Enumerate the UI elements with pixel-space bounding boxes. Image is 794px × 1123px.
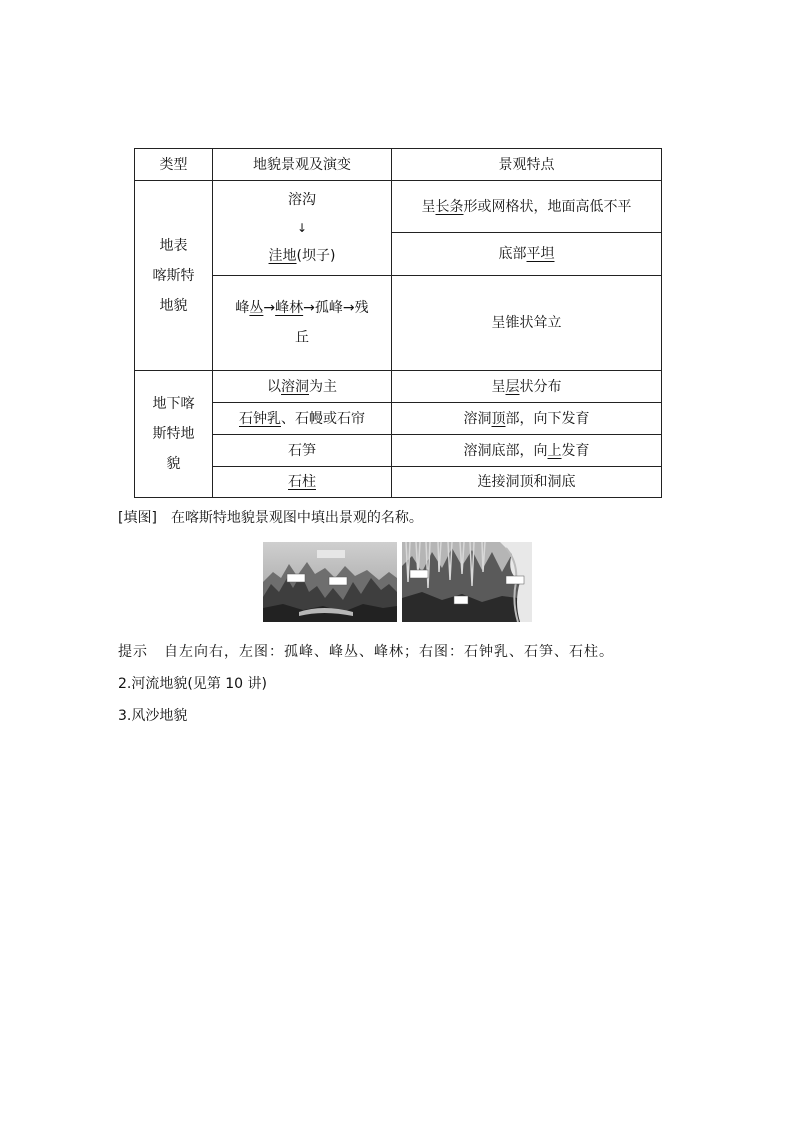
category-line: 地表 [159, 237, 188, 254]
underlined-text: 长条 [435, 198, 464, 215]
text: 呈 [421, 198, 436, 215]
feature-strip-shape [392, 181, 662, 233]
underlined-text: 石钟乳 [239, 410, 281, 427]
category-underground-karst [135, 371, 213, 498]
text: 为主 [309, 378, 337, 395]
header-evolution: 地貌景观及演变 [213, 149, 392, 181]
feature-connect: 连接洞顶和洞底 [392, 467, 662, 498]
evolution-bottom-underlined: 洼地 [268, 248, 297, 264]
underlined-text: 层 [505, 378, 520, 395]
karst-cave-photo [402, 542, 532, 622]
text: 底部 [498, 246, 527, 262]
category-surface-karst [135, 181, 213, 371]
feature-cone-shape: 呈锥状耸立 [392, 276, 662, 371]
category-line: 地下喀 [152, 396, 195, 412]
underlined-text: 丛 [249, 300, 264, 316]
text: 形或网格状，地面高低不平 [463, 198, 632, 215]
category-line: 地貌 [159, 297, 188, 314]
fill-task-tag: [填图] [118, 510, 157, 526]
text: 峰 [235, 300, 250, 316]
text: 丘 [295, 330, 309, 346]
down-arrow-icon: ↓ [296, 221, 308, 235]
text: 状分布 [519, 378, 562, 395]
text: 以 [267, 378, 281, 395]
text: 、石幔或石帘 [281, 410, 365, 427]
evolution-groove-to-depression [213, 181, 392, 276]
header-type: 类型 [135, 149, 213, 181]
underlined-text: 顶 [491, 410, 506, 427]
underlined-text: 溶洞 [281, 378, 309, 395]
feature-top-down [392, 403, 662, 435]
evolution-bottom-rest: (坝子) [296, 248, 336, 264]
header-features: 景观特点 [392, 149, 662, 181]
fill-task-line [118, 507, 423, 527]
category-line: 斯特地 [152, 426, 195, 442]
karst-table [134, 148, 662, 498]
underlined-text: 石柱 [288, 474, 316, 490]
evolution-top: 溶沟 [288, 192, 316, 208]
feature-flat-bottom [392, 233, 662, 276]
right-arrow-icon: → [263, 300, 276, 316]
section-aeolian-landforms: 3.风沙地貌 [118, 708, 188, 724]
hint-tag: 提示 [118, 644, 148, 660]
feature-bottom-up [392, 435, 662, 467]
evolution-cave [213, 371, 392, 403]
text: 溶洞底部，向 [463, 442, 548, 459]
feature-layered [392, 371, 662, 403]
text: 呈 [491, 378, 506, 395]
evolution-column [213, 467, 392, 498]
underlined-text: 上 [547, 442, 562, 459]
text: 发育 [561, 442, 590, 459]
underlined-text: 平坦 [526, 246, 555, 262]
fill-task-text: 在喀斯特地貌景观图中填出景观的名称。 [170, 510, 423, 526]
underlined-text: 峰林 [275, 300, 304, 316]
category-line: 喀斯特 [152, 267, 195, 284]
text: 溶洞 [463, 410, 492, 427]
text: 部，向下发育 [505, 410, 590, 427]
evolution-stalactite [213, 403, 392, 435]
text: →孤峰→残 [303, 300, 369, 316]
section-river-landforms: 2.河流地貌(见第 10 讲) [118, 676, 267, 692]
hint-line [118, 641, 614, 661]
hint-text: 自左向右，左图：孤峰、峰丛、峰林；右图：石钟乳、石笋、石柱。 [164, 644, 614, 660]
evolution-stalagmite: 石笋 [213, 435, 392, 467]
evolution-peak-cluster [213, 276, 392, 371]
karst-peaks-photo [263, 542, 397, 622]
category-line: 貌 [166, 456, 181, 472]
